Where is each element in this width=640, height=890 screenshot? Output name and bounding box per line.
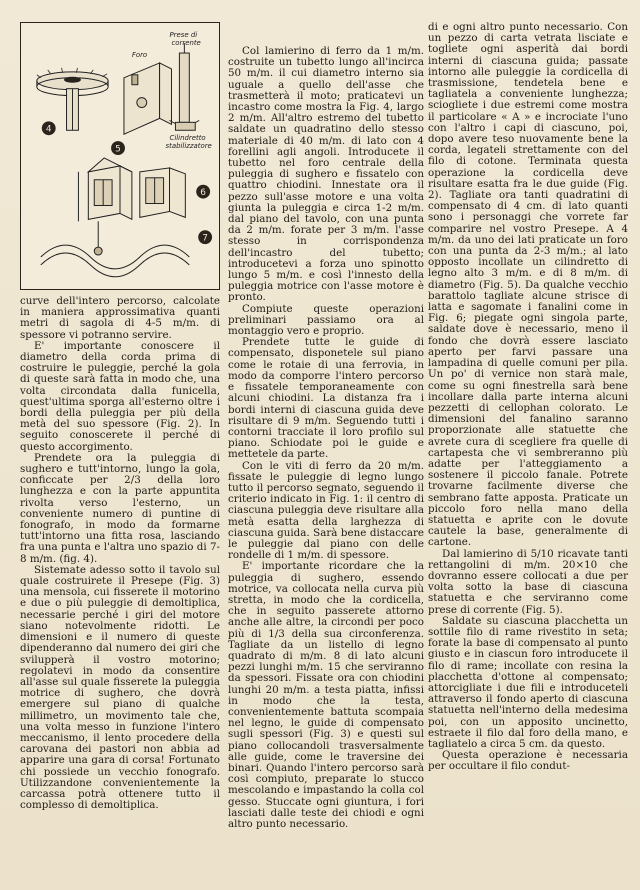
text-column-3: [428, 22, 628, 773]
paragraph: E' importante conoscere il diametro della corda prima di costruire le puleggie, perché la gola di queste sarà fatta in modo che, una volta circondata dalla funicella, quest'ultima sporga all'esterno oltre i bordi della puleggia per più della metà del suo spessore (Fig. 2). In seguito conoscerete il perché di questo accorgimento.: [20, 339, 220, 453]
fig-number-5: 5: [115, 144, 121, 155]
label-prese: Prese di: [169, 31, 198, 40]
fig-number-6: 6: [200, 188, 206, 199]
base-block-drawing: [124, 63, 172, 134]
label-foro: Foro: [131, 51, 148, 59]
paragraph: Compiute queste operazioni preliminari passiamo ora al montaggio vero e proprio.: [228, 302, 424, 338]
paragraph: Prendete ora la puleggia di sughero e tutt'intorno, lungo la gola, conficcate per 2/3 della loro lunghezza e con la parte appuntita rivolta verso l'esterno, un conveniente numero di puntine di fonografo, in modo da formarne tutt'intorno una fitta rosa, lasciando fra una punta e l'altra uno spazio di 7-8 m/m. (fig. 4).: [20, 451, 220, 565]
paragraph: Sistemate adesso sotto il tavolo sul quale costruirete il Presepe (Fig. 3) una mensola, cui fisserete il motorino e due o più puleggie di demoltiplica, necessarie perché i giri del motore siano notevolmente ridotti. Le dimensioni e il numero di queste dipenderanno dal numero dei giri che svilupperà il vostro motorino; regolatevi in modo da consentire all'asse sul quale fisserete la puleggia motrice di sughero, che dovrà emergere sul piano di qualche millimetro, un movimento tale che, una volta messo in funzione l'intero meccanismo, il lento procedere della carovana dei pastori non abbia ad apparire una gara di corsa! Fortunato chi possiede un vecchio fonografo. Utilizzandone convenientemente la carcassa potrà ottenere tutto il complesso di demoltiplica.: [20, 563, 220, 812]
fig-number-4: 4: [45, 124, 52, 135]
assembly-diagram: [21, 23, 219, 289]
text-column-1: [20, 296, 220, 811]
label-corrente: corrente: [171, 39, 201, 48]
sughero-pulley-drawing: [37, 68, 108, 130]
technical-illustration: [20, 22, 220, 290]
paragraph: curve dell'intero percorso, calcolate in maniera approssimativa quanti metri di sagola di 4-5 m/m. di spessore vi potranno servire.: [20, 295, 220, 341]
paragraph: Questa operazione è necessaria per occultare il filo condut-: [428, 749, 628, 773]
statuette-support-drawing: [170, 43, 200, 130]
label-cilindretto: Cilindretto: [169, 134, 206, 143]
paragraph: E' importante ricordare che la puleggia di sughero, essendo motrice, va collocata nella curva più stretta, in modo che la cordicella, che in seguito passerete attorno anche alle altre, la circondi per poco più di 1/3 della sua circonferenza. Tagliate da un listello di legno quadrato di m/m. 8 di lato alcuni pezzi lunghi m/m. 15 che serviranno da spessori. Fissate ora con chiodini lunghi 20 m/m. a testa piatta, infissi in modo che la testa, convenientemente battuta scompaia nel legno, le guide di compensato sugli spessori (Fig. 3) e questi sul piano collocandoli trasversalmente alle guide, come le traversine dei binari. Quando l'intero percorso sarà così compiuto, preparate lo stucco mescolando e impastando la colla col gesso. Stuccate ogni giuntura, i fori lasciati dalle teste dei chiodi e ogni altro punto necessario.: [228, 560, 424, 831]
paragraph: Con le viti di ferro da 20 m/m. fissate le puleggie di legno lungo tutto il percorso segnato, seguendo il criterio indicato in Fig. 1: il centro di ciascuna puleggia deve risultare alla metà esatta della larghezza di ciascuna guida. Sarà bene distaccare le puleggie dal piano con delle rondelle di 1 m/m. di spessore.: [228, 459, 424, 562]
paragraph: di e ogni altro punto necessario. Con un pezzo di carta vetrata lisciate e togliete ogni asperità dai bordi interni di ciascuna guida; passate intorno alle puleggie la cordicella di trasmissione, tendetela bene e tagliatela a conveniente lunghezza; sciogliete i due estremi come mostra il particolare « A » e incrociate l'uno con l'altro i capi di ciascuno, poi, dopo avere teso nuovamente bene la corda, legateli strettamente con del filo di cotone. Terminata questa operazione la cordicella deve risultare esatta fra le due guide (Fig. 2). Tagliate ora tanti quadratini di compensato di 4 cm. di lato quanti sono i personaggi che vorrete far comparire nel vostro Presepe. A 4 m/m. da uno dei lati praticate un foro con una punta da 2-3 m/m.; al lato opposto incollate un cilindretto di legno alto 3 m/m. e di 8 m/m. di diametro (Fig. 5). Da qualche vecchio barattolo tagliate alcune strisce di latta e sagomate i fanalini come in Fig. 6; piegate ogni singola parte, saldate dove è necessario, meno il fondo che dovrà essere lasciato aperto per farvi passare una lampadina di quelle comuni per pila. Un po' di vernice non starà male, come su ogni finestrella sarà bene incollare dalla parte interna alcuni pezzetti di cellophan colorato. Le dimensioni del fanalino saranno proporzionate alle statuette che avrete cura di scegliere fra quelle di cartapesta che vi sembreranno più adatte per l'atteggiamento a sostenere il piccolo fanale. Potrete trovarne facilmente diverse che sembrano fatte apposta. Praticate un piccolo foro nella mano della statuetta e aprite con le dovute cautele la base, generalmente di cartone.: [428, 21, 628, 549]
text-column-2: [228, 46, 424, 830]
paragraph: Dal lamierino di 5/10 ricavate tanti rettangolini di m/m. 20×10 che dovranno essere collocati a due per volta sotto la base di ciascuna statuetta e che serviranno come prese di corrente (Fig. 5).: [428, 547, 628, 616]
paragraph: Saldate su ciascuna placchetta un sottile filo di rame rivestito in seta; forate la base di compensato al punto giusto e in ciascun foro introducete il filo di rame; incollate con resina la placchetta d'ottone al compensato; attorcigliate i due fili e introduceteli attraverso il fondo aperto di ciascuna statuetta nell'interno della medesima poi, con un apposito uncinetto, estraete il filo dal foro della mano, e tagliatelo a circa 5 cm. da questo.: [428, 614, 628, 750]
label-stabilizzatore: stabilizzatore: [165, 142, 212, 151]
paragraph: Col lamierino di ferro da 1 m/m. costruite un tubetto lungo all'incirca 50 m/m. il cui diametro interno sia uguale a quello dell'asse che trasmetterà il moto; praticatevi un incastro come mostra la Fig. 4, largo 2 m/m. All'altro estremo del tubetto saldate un quadratino dello stesso materiale di 40 m/m. di lato con 4 forellini agli angoli. Introducete il tubetto nel foro centrale della puleggia di sughero e fissatelo con quattro chiodini. Innestate ora il pezzo sull'asse motore e una volta giunta la puleggia e circa 1-2 m/m. dal piano del tavolo, con una punta da 2 m/m. forate per 3 m/m. l'asse stesso in corrispondenza dell'incastro del tubetto; introducetevi a forza uno spinotto lungo 5 m/m. e così l'innesto della puleggia motrice con l'asse motore è pronto.: [228, 45, 424, 304]
paragraph: Prendete tutte le guide di compensato, disponetele sul piano come le rotaie di una ferrovia, in modo da comporre l'intero percorso e fissatele temporaneamente con alcuni chiodini. La distanza fra i bordi interni di ciascuna guida deve risultare di 9 m/m. Seguendo tutti i contorni tracciate il loro profilo sul piano. Schiodate poi le guide e mettetele da parte.: [228, 336, 424, 461]
lantern-drawing: [88, 158, 185, 219]
fig-number-7: 7: [202, 233, 208, 244]
